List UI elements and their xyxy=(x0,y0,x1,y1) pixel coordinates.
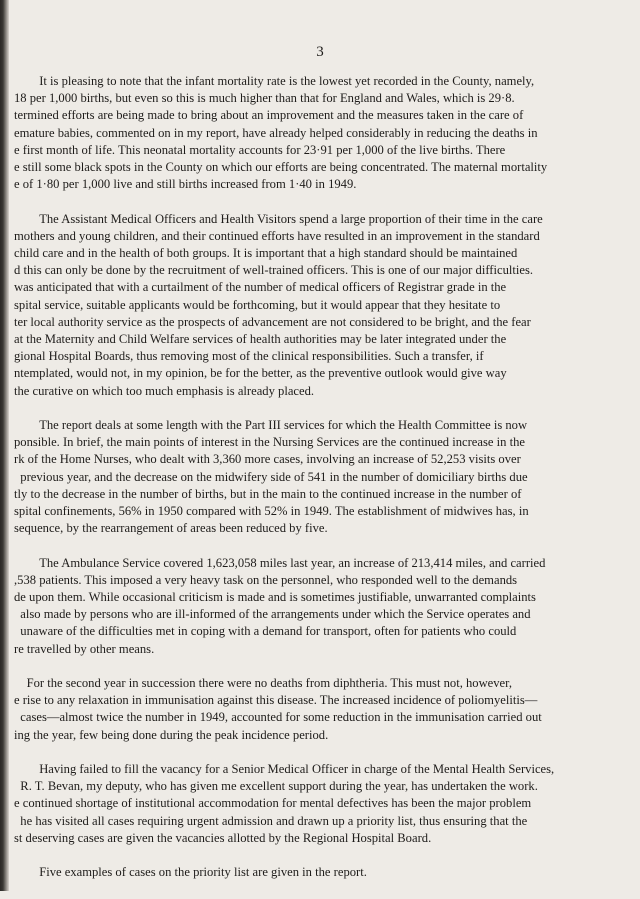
text-line: 18 per 1,000 births, but even so this is much higher than that for England and Wales, which is 29·8. xyxy=(14,91,515,106)
text-line: previous year, and the decrease on the midwifery side of 541 in the number of domiciliary births due xyxy=(14,469,528,484)
text-line: re travelled by other means. xyxy=(14,641,155,656)
paragraph xyxy=(14,555,590,658)
text-line: st deserving cases are given the vacancies allotted by the Regional Hospital Board. xyxy=(14,830,432,845)
text-line: ter local authority service as the prospects of advancement are not considered to be bright, and the fear xyxy=(14,314,531,329)
body-text xyxy=(14,73,590,899)
paragraph xyxy=(14,211,590,400)
text-line: e still some black spots in the County on which our efforts are being concentrated. The maternal mortality xyxy=(14,160,548,175)
text-line: ntemplated, would not, in my opinion, be for the better, as the preventive outlook would give way xyxy=(14,366,507,381)
text-line: gional Hospital Boards, thus removing most of the clinical responsibilities. Such a transfer, if xyxy=(14,349,484,364)
text-line: The report deals at some length with the Part III services for which the Health Committee is now xyxy=(14,418,528,433)
page-number: 3 xyxy=(316,44,324,60)
text-line: ,538 patients. This imposed a very heavy task on the personnel, who responded well to the demands xyxy=(14,572,518,587)
binding-gutter xyxy=(0,0,9,891)
text-line: R. T. Bevan, my deputy, who has given me excellent support during the year, has undertaken the work. xyxy=(14,779,538,794)
text-line: e of 1·80 per 1,000 live and still births increased from 1·40 in 1949. xyxy=(14,177,357,192)
text-line: It is pleasing to note that the infant mortality rate is the lowest yet recorded in the County, namely, xyxy=(14,74,535,88)
text-line: mothers and young children, and their continued efforts have resulted in an improvement in the standard xyxy=(14,228,540,243)
text-line: ponsible. In brief, the main points of interest in the Nursing Services are the continued increase in the xyxy=(14,435,525,450)
text-line: termined efforts are being made to bring about an improvement and the measures taken in the care of xyxy=(14,108,524,123)
text-line: tly to the decrease in the number of births, but in the main to the continued increase in the number of xyxy=(14,486,522,501)
text-line: The Ambulance Service covered 1,623,058 miles last year, an increase of 213,414 miles, and carried xyxy=(14,555,546,570)
text-line: emature babies, commented on in my report, have already helped considerably in reducing the deaths in xyxy=(14,125,538,140)
text-line: For the second year in succession there were no deaths from diphtheria. This must not, however, xyxy=(14,676,512,691)
text-line: unaware of the difficulties met in coping with a demand for transport, often for patients who could xyxy=(14,624,517,639)
text-line: rk of the Home Nurses, who dealt with 3,360 more cases, involving an increase of 52,253 visits over xyxy=(14,452,521,467)
paragraph xyxy=(14,761,590,847)
text-line: spital service, suitable applicants would be forthcoming, but it would appear that they hesitate to xyxy=(14,297,501,312)
text-line: ing the year, few being done during the peak incidence period. xyxy=(14,727,329,742)
paragraph xyxy=(14,675,590,744)
text-line: child care and in the health of both groups. It is important that a high standard should be maintained xyxy=(14,246,518,261)
text-line: at the Maternity and Child Welfare services of health authorities may be later integrated under the xyxy=(14,332,507,347)
text-line: was anticipated that with a curtailment of the number of medical officers of Registrar grade in the xyxy=(14,280,507,295)
text-line: The Assistant Medical Officers and Health Visitors spend a large proportion of their time in the care xyxy=(14,211,543,226)
paragraph xyxy=(14,417,590,537)
text-line: Five examples of cases on the priority list are given in the report. xyxy=(14,865,367,880)
text-line: spital confinements, 56% in 1950 compared with 52% in 1949. The establishment of midwives has, in xyxy=(14,504,529,519)
text-line: e continued shortage of institutional accommodation for mental defectives has been the major problem xyxy=(14,796,532,811)
text-line: Having failed to fill the vacancy for a Senior Medical Officer in charge of the Mental Health Services, xyxy=(14,762,555,777)
text-line: cases—almost twice the number in 1949, accounted for some reduction in the immunisation carried out xyxy=(14,710,542,725)
text-line: de upon them. While occasional criticism is made and is sometimes justifiable, unwarranted complaints xyxy=(14,590,536,605)
text-line: e first month of life. This neonatal mortality accounts for 23·91 per 1,000 of the live births. There xyxy=(14,142,506,157)
paragraph xyxy=(14,864,590,881)
text-line: e rise to any relaxation in immunisation against this disease. The increased incidence of poliomyelitis— xyxy=(14,693,538,708)
text-line: sequence, by the rearrangement of areas been reduced by five. xyxy=(14,521,328,536)
text-line: the curative on which too much emphasis is already placed. xyxy=(14,383,315,398)
paragraph xyxy=(14,73,590,193)
text-line: d this can only be done by the recruitment of well-trained officers. This is one of our major difficulties. xyxy=(14,263,534,278)
text-line: he has visited all cases requiring urgent admission and drawn up a priority list, thus ensuring that the xyxy=(14,813,528,828)
text-line: also made by persons who are ill-informed of the arrangements under which the Service operates and xyxy=(14,607,531,622)
